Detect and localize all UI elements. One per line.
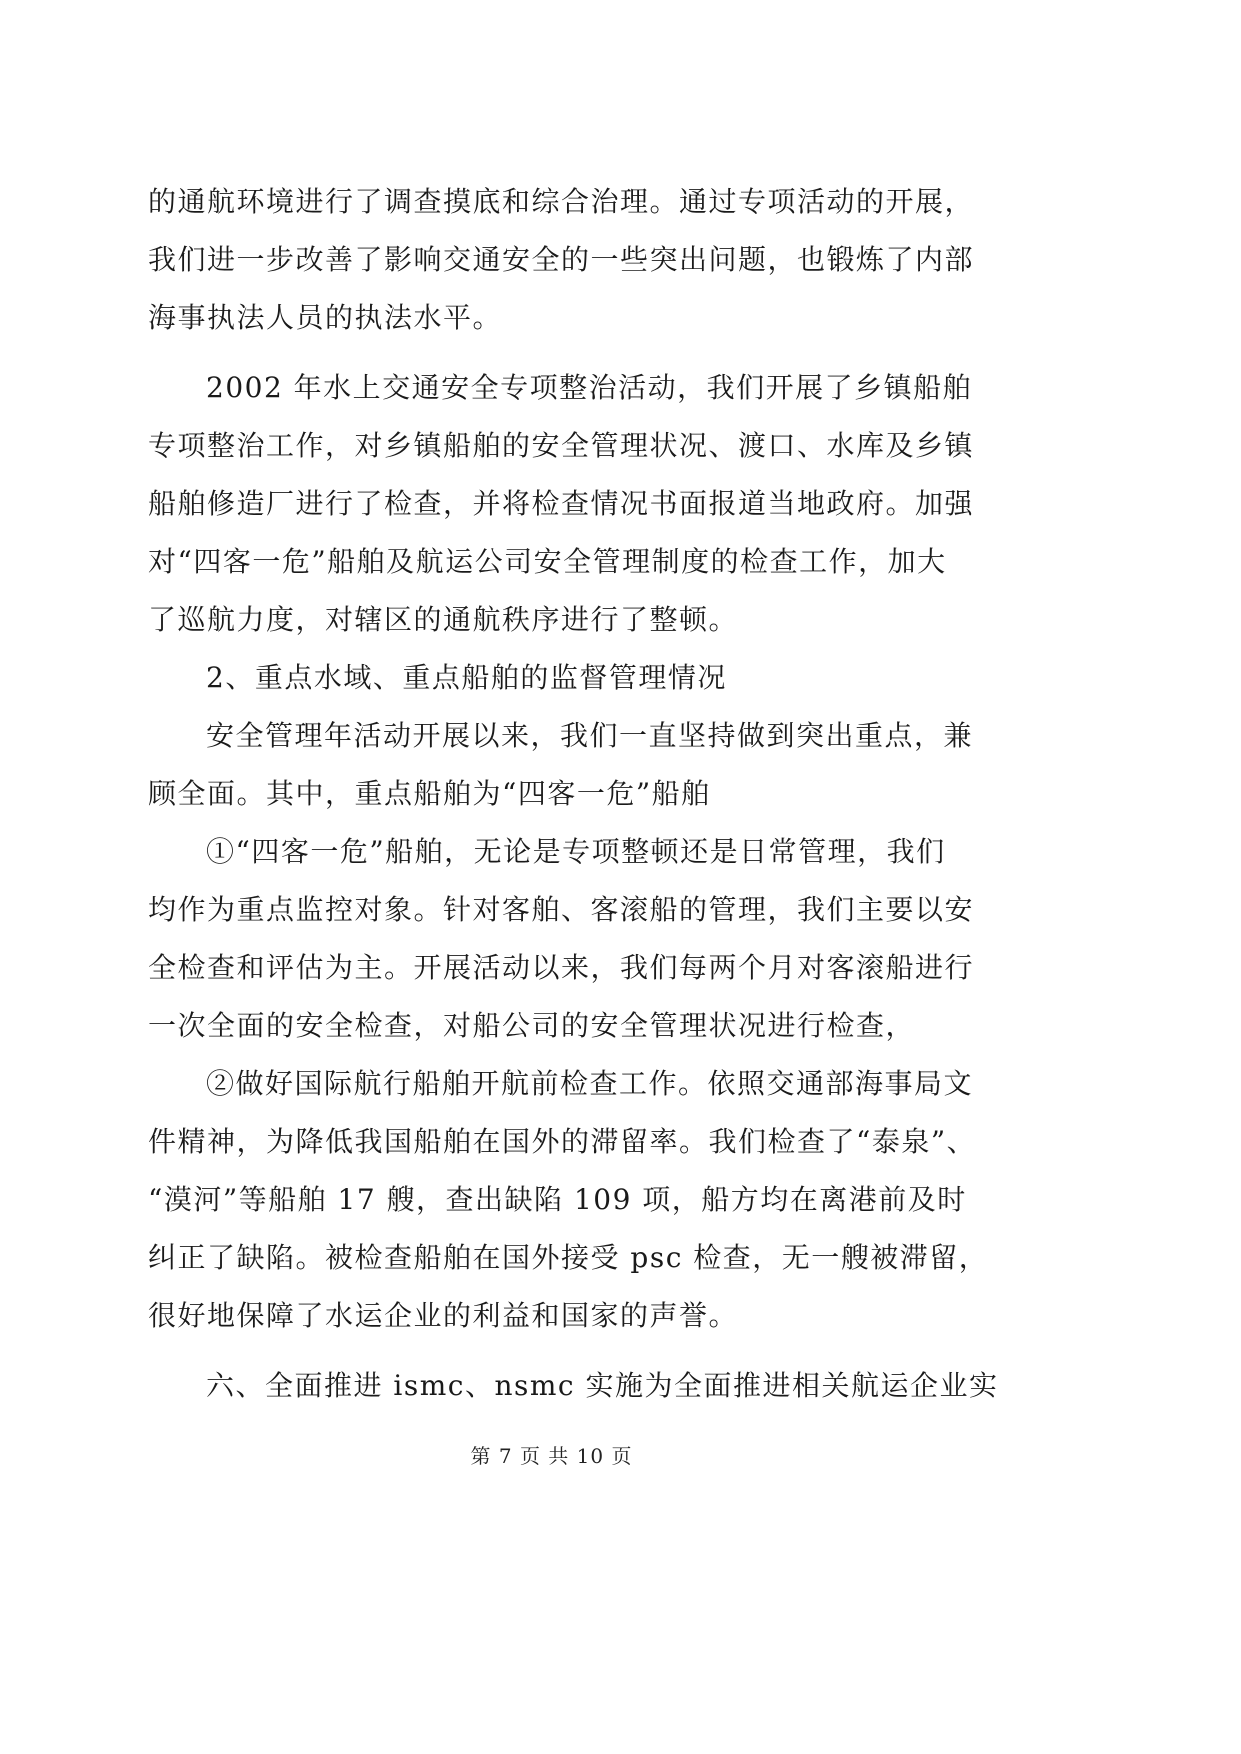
- page-number-label: 第 7 页 共 10 页: [470, 1444, 633, 1468]
- text-line: 六、全面推进 ismc、nsmc 实施为全面推进相关航运企业实: [206, 1369, 999, 1402]
- section-heading: [148, 656, 972, 714]
- text-line: 海事执法人员的执法水平。: [148, 301, 503, 334]
- text-line: 纠正了缺陷。被检查船舶在国外接受 psc 检查，无一艘被滞留，: [148, 1241, 989, 1274]
- text-line: 件精神，为降低我国船舶在国外的滞留率。我们检查了“泰泉”、: [148, 1125, 977, 1158]
- text-line: 顾全面。其中，重点船舶为“四客一危”船舶: [148, 777, 711, 810]
- text-line: 对“四客一危”船舶及航运公司安全管理制度的检查工作，加大: [148, 545, 947, 578]
- text-line: ②做好国际航行船舶开航前检查工作。依照交通部海事局文: [206, 1067, 974, 1100]
- document-body: [148, 180, 999, 1422]
- text-line: ①“四客一危”船舶，无论是专项整顿还是日常管理，我们: [206, 835, 946, 868]
- text-line: 一次全面的安全检查，对船公司的安全管理状况进行检查，: [148, 1009, 916, 1042]
- text-line: 2、重点水域、重点船舶的监督管理情况: [206, 661, 727, 694]
- paragraph: [148, 180, 975, 354]
- text-line: 均作为重点监控对象。针对客舶、客滚船的管理，我们主要以安: [148, 893, 975, 926]
- paragraph: [148, 830, 975, 1062]
- text-line: 船舶修造厂进行了检查，并将检查情况书面报道当地政府。加强: [148, 487, 975, 520]
- text-line: 2002 年水上交通安全专项整治活动，我们开展了乡镇船舶: [206, 371, 973, 404]
- text-line: 的通航环境进行了调查摸底和综合治理。通过专项活动的开展，: [148, 185, 975, 218]
- paragraph: [148, 1364, 999, 1422]
- paragraph: [148, 366, 975, 656]
- text-line: 安全管理年活动开展以来，我们一直坚持做到突出重点，兼: [206, 719, 974, 752]
- text-line: 全检查和评估为主。开展活动以来，我们每两个月对客滚船进行: [148, 951, 975, 984]
- text-line: 很好地保障了水运企业的利益和国家的声誉。: [148, 1299, 739, 1332]
- paragraph: [148, 714, 972, 830]
- text-line: “漠河”等船舶 17 艘，查出缺陷 109 项，船方均在离港前及时: [148, 1183, 967, 1216]
- text-line: 了巡航力度，对辖区的通航秩序进行了整顿。: [148, 603, 739, 636]
- paragraph: [148, 1062, 989, 1352]
- text-line: 我们进一步改善了影响交通安全的一些突出问题，也锻炼了内部: [148, 243, 975, 276]
- page-footer: [0, 1440, 1103, 1469]
- text-line: 专项整治工作，对乡镇船舶的安全管理状况、渡口、水库及乡镇: [148, 429, 975, 462]
